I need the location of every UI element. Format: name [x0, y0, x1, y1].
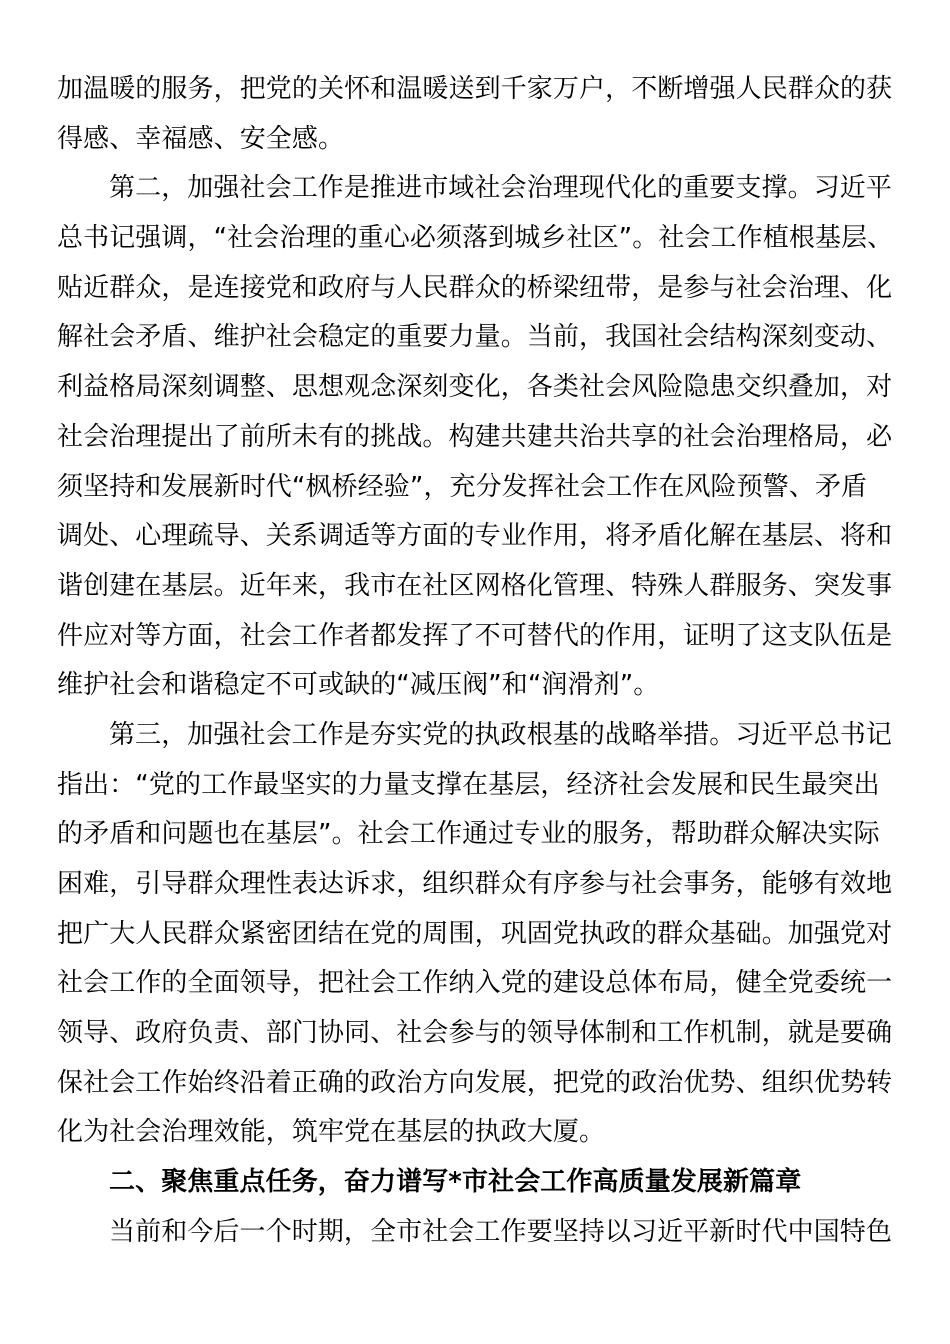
text-line: 社会工作的全面领导，把社会工作纳入党的建设总体布局，健全党委统一: [57, 968, 893, 999]
text-line: 得感、幸福感、安全感。: [57, 123, 345, 154]
text-line: 维护社会和谐稳定不可或缺的“减压阀”和“润滑剂”。: [57, 670, 660, 701]
text-line: 须坚持和发展新时代“枫桥经验”，充分发挥社会工作在风险预警、矛盾: [57, 471, 868, 502]
text-line: 第三，加强社会工作是夯实党的执政根基的战略举措。习近平总书记: [109, 719, 893, 750]
text-line: 解社会矛盾、维护社会稳定的重要力量。当前，我国社会结构深刻变动、: [57, 322, 893, 353]
text-line: 保社会工作始终沿着正确的政治方向发展，把党的政治优势、组织优势转: [57, 1067, 893, 1098]
text-line: 化为社会治理效能，筑牢党在基层的执政大厦。: [57, 1117, 606, 1148]
text-line: 困难，引导群众理性表达诉求，组织群众有序参与社会事务，能够有效地: [57, 869, 893, 899]
text-line: 调处、心理疏导、关系调适等方面的专业作用，将矛盾化解在基层、将和: [57, 521, 893, 552]
text-line: 第二，加强社会工作是推进市域社会治理现代化的重要支撑。习近平: [109, 173, 893, 204]
text-line: 把广大人民群众紧密团结在党的周围，巩固党执政的群众基础。加强党对: [57, 918, 893, 949]
section-heading: 二、聚焦重点任务，奋力谱写*市社会工作高质量发展新篇章: [109, 1167, 802, 1198]
text-line: 社会治理提出了前所未有的挑战。构建共建共治共享的社会治理格局，必: [57, 421, 893, 452]
text-line: 利益格局深刻调整、思想观念深刻变化，各类社会风险隐患交织叠加，对: [57, 372, 893, 403]
text-line: 加温暖的服务，把党的关怀和温暖送到千家万户，不断增强人民群众的获: [57, 74, 893, 104]
text-line: 贴近群众，是连接党和政府与人民群众的桥梁纽带，是参与社会治理、化: [57, 272, 893, 303]
text-line: 指出：“党的工作最坚实的力量支撑在基层，经济社会发展和民生最突出: [57, 769, 880, 800]
text-line: 件应对等方面，社会工作者都发挥了不可替代的作用，证明了这支队伍是: [57, 620, 893, 651]
text-line: 总书记强调，“社会治理的重心必须落到城乡社区”。社会工作植根基层、: [57, 223, 894, 254]
text-line: 的矛盾和问题也在基层”。社会工作通过专业的服务，帮助群众解决实际: [57, 819, 880, 850]
text-line: 领导、政府负责、部门协同、社会参与的领导体制和工作机制，就是要确: [57, 1018, 893, 1049]
document-text-block: [57, 65, 893, 1258]
text-line: 谐创建在基层。近年来，我市在社区网格化管理、特殊人群服务、突发事: [57, 570, 893, 601]
text-line: 当前和今后一个时期，全市社会工作要坚持以习近平新时代中国特色: [109, 1216, 893, 1247]
